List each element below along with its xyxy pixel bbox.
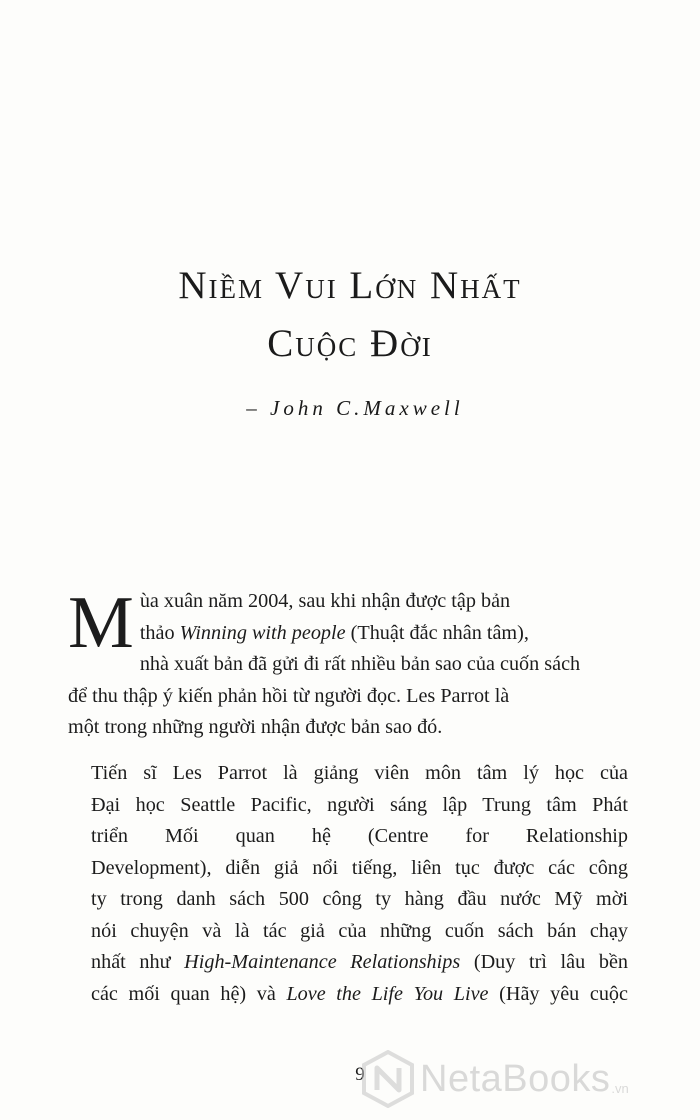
text-line: triển Mối quan hệ (Centre for Relationship: [91, 825, 628, 847]
book-title: Winning with people: [179, 621, 346, 644]
book-title: Love the Life You Live: [286, 982, 489, 1005]
text-line: ùa xuân năm 2004, sau khi nhận được tập bản: [139, 590, 511, 612]
drop-cap: M: [68, 582, 134, 664]
text-line: nhất như High-Maintenance Relationships (Duy trì lâu bền: [91, 951, 628, 973]
text-line: Development), diễn giả nổi tiếng, liên tục được các công: [91, 856, 628, 879]
page-number: 9: [355, 1064, 365, 1085]
text-line: nói chuyện và là tác giả của những cuốn sách bán chạy: [91, 919, 628, 942]
watermark-brand: NetaBooks: [420, 1057, 611, 1100]
book-title: High-Maintenance Relationships: [184, 951, 461, 973]
text-line: các mối quan hệ) và Love the Life You Live (Hãy yêu cuộc: [91, 982, 628, 1005]
chapter-title-line-1: Niềm Vui Lớn Nhất: [178, 264, 522, 307]
text-line: để thu thập ý kiến phản hồi từ người đọc. Les Parrot là: [68, 684, 510, 707]
watermark: [362, 1045, 692, 1113]
text-line: nhà xuất bản đã gửi đi rất nhiều bản sao của cuốn sách: [139, 653, 581, 675]
watermark-suffix: .vn: [611, 1081, 629, 1096]
paragraph-2: [68, 758, 628, 1010]
chapter-title-line-2: Cuộc Đời: [267, 322, 433, 365]
text-line: một trong những người nhận được bản sao đó.: [68, 716, 443, 738]
text-line: thảo Winning with people (Thuật đắc nhân tâm),: [139, 621, 529, 644]
text-line: Tiến sĩ Les Parrot là giảng viên môn tâm lý học của: [91, 762, 628, 784]
text-line: Đại học Seattle Pacific, người sáng lập Trung tâm Phát: [91, 793, 628, 816]
author-byline: – John C.Maxwell: [246, 396, 464, 420]
netabooks-logo-icon: [362, 1050, 414, 1108]
paragraph-1: [68, 582, 628, 744]
text-line: ty trong danh sách 500 công ty hàng đầu nước Mỹ mời: [91, 888, 628, 910]
